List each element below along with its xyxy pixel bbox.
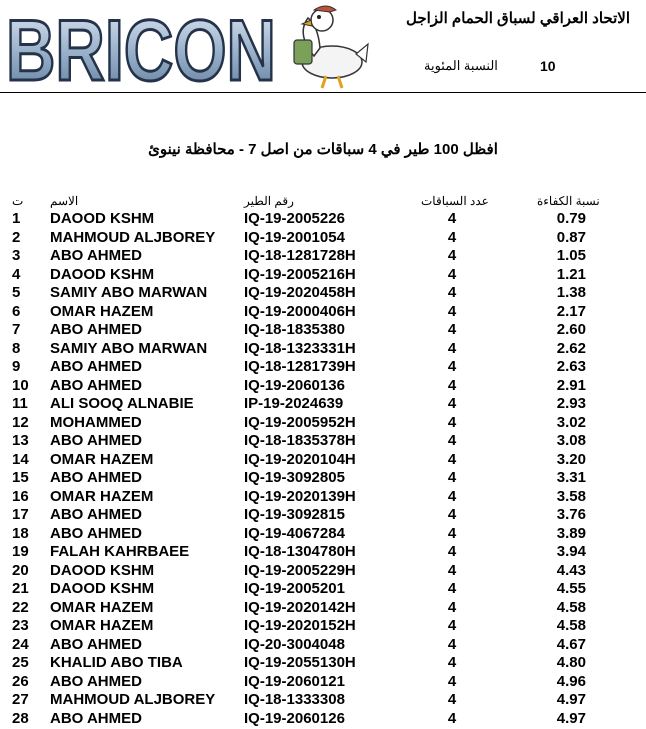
row-number: 14 xyxy=(12,450,29,468)
row-name: ABO AHMED xyxy=(50,709,142,727)
row-name: OMAR HAZEM xyxy=(50,450,154,468)
row-efficiency: 1.05 xyxy=(556,247,586,264)
row-races: 4 xyxy=(447,487,457,505)
row-ring-number: IQ-19-2020142H xyxy=(244,598,356,616)
table-row xyxy=(0,321,646,340)
row-efficiency: 2.17 xyxy=(556,302,586,320)
row-name: DAOOD KSHM xyxy=(50,210,155,227)
row-efficiency: 3.02 xyxy=(556,413,586,431)
row-ring-number: IQ-19-2060136 xyxy=(244,376,345,394)
row-number: 1 xyxy=(12,210,21,227)
row-races: 4 xyxy=(447,395,457,412)
percentage-value: 10 xyxy=(540,58,556,74)
row-races: 4 xyxy=(447,598,457,616)
row-number: 8 xyxy=(12,339,21,357)
row-ring-number: IQ-19-2020139H xyxy=(244,487,356,505)
row-races: 4 xyxy=(447,561,457,579)
row-races: 4 xyxy=(447,654,457,671)
organization-name: الاتحاد العراقي لسباق الحمام الزاجل xyxy=(405,10,630,27)
row-name: SAMIY ABO MARWAN xyxy=(50,339,208,357)
table-row xyxy=(0,340,646,359)
row-name: ABO AHMED xyxy=(50,506,142,523)
row-races: 4 xyxy=(447,469,457,486)
row-name: SAMIY ABO MARWAN xyxy=(50,284,208,301)
row-efficiency: 3.08 xyxy=(556,432,586,449)
row-number: 12 xyxy=(12,413,29,431)
row-ring-number: IQ-19-2020152H xyxy=(244,617,356,634)
row-races: 4 xyxy=(447,450,457,468)
table-row xyxy=(0,543,646,562)
table-row xyxy=(0,710,646,729)
row-races: 4 xyxy=(447,506,457,523)
table-row xyxy=(0,654,646,673)
row-races: 4 xyxy=(447,580,457,597)
row-efficiency: 2.63 xyxy=(556,358,586,375)
row-efficiency: 4.67 xyxy=(556,635,586,653)
table-row xyxy=(0,432,646,451)
row-name: MAHMOUD ALJBOREY xyxy=(50,691,216,708)
row-efficiency: 3.58 xyxy=(556,487,586,505)
table-row xyxy=(0,247,646,266)
table-row xyxy=(0,414,646,433)
column-header-name: الاسم xyxy=(50,194,79,208)
row-ring-number: IQ-19-2001054 xyxy=(244,228,345,246)
row-name: DAOOD KSHM xyxy=(50,265,155,283)
row-number: 17 xyxy=(12,506,29,523)
row-races: 4 xyxy=(447,210,457,227)
results-table xyxy=(0,210,646,728)
row-races: 4 xyxy=(447,691,457,708)
table-row xyxy=(0,303,646,322)
row-efficiency: 2.93 xyxy=(556,395,586,412)
row-ring-number: IQ-19-2005952H xyxy=(244,413,356,431)
table-row xyxy=(0,599,646,618)
row-name: OMAR HAZEM xyxy=(50,302,154,320)
row-name: ALI SOOQ ALNABIE xyxy=(50,395,194,412)
row-races: 4 xyxy=(447,617,457,634)
table-row xyxy=(0,451,646,470)
row-name: DAOOD KSHM xyxy=(50,561,155,579)
row-ring-number: IQ-18-1323331H xyxy=(244,339,356,357)
row-races: 4 xyxy=(447,635,457,653)
row-number: 24 xyxy=(12,635,29,653)
row-races: 4 xyxy=(447,265,457,283)
row-races: 4 xyxy=(447,339,457,357)
row-number: 16 xyxy=(12,487,29,505)
row-number: 9 xyxy=(12,358,21,375)
row-number: 21 xyxy=(12,580,29,597)
header xyxy=(0,0,646,92)
row-number: 18 xyxy=(12,524,29,542)
row-races: 4 xyxy=(447,284,457,301)
row-races: 4 xyxy=(447,376,457,394)
row-efficiency: 4.97 xyxy=(556,691,586,708)
row-number: 19 xyxy=(12,543,29,560)
row-name: ABO AHMED xyxy=(50,524,142,542)
row-number: 22 xyxy=(12,598,29,616)
row-ring-number: IQ-18-1281739H xyxy=(244,358,356,375)
row-ring-number: IQ-19-2060126 xyxy=(244,709,345,727)
table-row xyxy=(0,488,646,507)
row-name: OMAR HAZEM xyxy=(50,598,154,616)
row-ring-number: IQ-18-1835378H xyxy=(244,432,356,449)
row-number: 6 xyxy=(12,302,21,320)
row-number: 10 xyxy=(12,376,29,394)
row-efficiency: 3.89 xyxy=(556,524,586,542)
row-efficiency: 4.58 xyxy=(556,598,586,616)
row-name: ABO AHMED xyxy=(50,635,142,653)
row-ring-number: IQ-19-2005226 xyxy=(244,210,345,227)
table-row xyxy=(0,562,646,581)
row-efficiency: 4.55 xyxy=(556,580,586,597)
row-efficiency: 3.94 xyxy=(556,543,586,560)
row-number: 3 xyxy=(12,247,21,264)
row-efficiency: 4.97 xyxy=(556,709,586,727)
row-ring-number: IQ-19-3092805 xyxy=(244,469,345,486)
row-efficiency: 2.60 xyxy=(556,321,586,338)
table-row xyxy=(0,580,646,599)
row-efficiency: 4.58 xyxy=(556,617,586,634)
row-ring-number: IQ-19-2000406H xyxy=(244,302,356,320)
row-ring-number: IQ-20-3004048 xyxy=(244,635,345,653)
column-header-efficiency: نسبة الكفاءة xyxy=(537,194,600,208)
table-row xyxy=(0,358,646,377)
row-efficiency: 0.79 xyxy=(556,210,586,227)
row-efficiency: 4.43 xyxy=(556,561,586,579)
row-number: 13 xyxy=(12,432,29,449)
row-races: 4 xyxy=(447,228,457,246)
row-efficiency: 4.80 xyxy=(556,654,586,671)
row-efficiency: 1.38 xyxy=(556,284,586,301)
row-races: 4 xyxy=(447,672,457,690)
row-races: 4 xyxy=(447,321,457,338)
logo-wordmark: BRICON xyxy=(6,3,276,90)
row-number: 5 xyxy=(12,284,21,301)
row-number: 4 xyxy=(12,265,21,283)
row-races: 4 xyxy=(447,709,457,727)
table-row xyxy=(0,395,646,414)
table-row xyxy=(0,284,646,303)
row-name: ABO AHMED xyxy=(50,672,142,690)
row-name: OMAR HAZEM xyxy=(50,617,154,634)
row-ring-number: IQ-18-1304780H xyxy=(244,543,356,560)
row-ring-number: IQ-18-1835380 xyxy=(244,321,345,338)
table-row xyxy=(0,636,646,655)
row-ring-number: IQ-19-2005229H xyxy=(244,561,356,579)
page-title: افظل 100 طير في 4 سباقات من اصل 7 - محافظة نينوئ xyxy=(148,141,498,158)
table-row xyxy=(0,525,646,544)
row-name: OMAR HAZEM xyxy=(50,487,154,505)
row-number: 25 xyxy=(12,654,29,671)
pigeon-mascot-icon xyxy=(294,6,368,88)
row-ring-number: IQ-19-2020458H xyxy=(244,284,356,301)
row-races: 4 xyxy=(447,302,457,320)
row-ring-number: IQ-19-2005201 xyxy=(244,580,345,597)
row-ring-number: IQ-18-1281728H xyxy=(244,247,356,264)
row-number: 27 xyxy=(12,691,29,708)
column-header-number: ت xyxy=(12,194,24,208)
bricon-logo xyxy=(4,2,370,90)
row-races: 4 xyxy=(447,524,457,542)
table-row xyxy=(0,506,646,525)
row-number: 7 xyxy=(12,321,21,338)
row-ring-number: IQ-19-3092815 xyxy=(244,506,345,523)
table-row xyxy=(0,377,646,396)
row-races: 4 xyxy=(447,432,457,449)
table-row xyxy=(0,469,646,488)
table-row xyxy=(0,229,646,248)
row-name: ABO AHMED xyxy=(50,376,142,394)
table-row xyxy=(0,691,646,710)
row-name: MOHAMMED xyxy=(50,413,142,431)
row-ring-number: IQ-19-2020104H xyxy=(244,450,356,468)
row-name: FALAH KAHRBAEE xyxy=(50,543,190,560)
row-name: ABO AHMED xyxy=(50,432,142,449)
row-ring-number: IQ-19-2005216H xyxy=(244,265,356,283)
row-ring-number: IP-19-2024639 xyxy=(244,395,344,412)
row-name: ABO AHMED xyxy=(50,247,142,264)
row-name: ABO AHMED xyxy=(50,358,142,375)
row-ring-number: IQ-19-4067284 xyxy=(244,524,345,542)
row-name: KHALID ABO TIBA xyxy=(50,654,183,671)
row-efficiency: 4.96 xyxy=(556,672,586,690)
row-number: 2 xyxy=(12,228,21,246)
header-divider xyxy=(0,92,646,93)
row-name: DAOOD KSHM xyxy=(50,580,155,597)
row-number: 15 xyxy=(12,469,29,486)
row-efficiency: 3.20 xyxy=(556,450,586,468)
row-name: ABO AHMED xyxy=(50,469,142,486)
row-efficiency: 2.91 xyxy=(556,376,586,394)
percentage-label: النسبة المئوية xyxy=(424,58,498,73)
row-number: 26 xyxy=(12,672,29,690)
row-ring-number: IQ-19-2060121 xyxy=(244,672,345,690)
row-name: MAHMOUD ALJBOREY xyxy=(50,228,216,246)
row-efficiency: 3.31 xyxy=(556,469,586,486)
row-races: 4 xyxy=(447,247,457,264)
table-row xyxy=(0,266,646,285)
row-number: 11 xyxy=(12,395,28,412)
table-row xyxy=(0,210,646,229)
row-number: 20 xyxy=(12,561,29,579)
row-number: 23 xyxy=(12,617,29,634)
column-header-races: عدد السباقات xyxy=(421,194,489,208)
row-ring-number: IQ-19-2055130H xyxy=(244,654,356,671)
row-races: 4 xyxy=(447,413,457,431)
row-number: 28 xyxy=(12,709,29,727)
row-efficiency: 2.62 xyxy=(556,339,586,357)
column-header-ring: رقم الطير xyxy=(244,194,294,208)
row-efficiency: 0.87 xyxy=(556,228,586,246)
row-efficiency: 3.76 xyxy=(556,506,586,523)
table-row xyxy=(0,617,646,636)
row-efficiency: 1.21 xyxy=(556,265,586,283)
row-races: 4 xyxy=(447,358,457,375)
row-races: 4 xyxy=(447,543,457,560)
row-name: ABO AHMED xyxy=(50,321,142,338)
row-ring-number: IQ-18-1333308 xyxy=(244,691,345,708)
table-row xyxy=(0,673,646,692)
